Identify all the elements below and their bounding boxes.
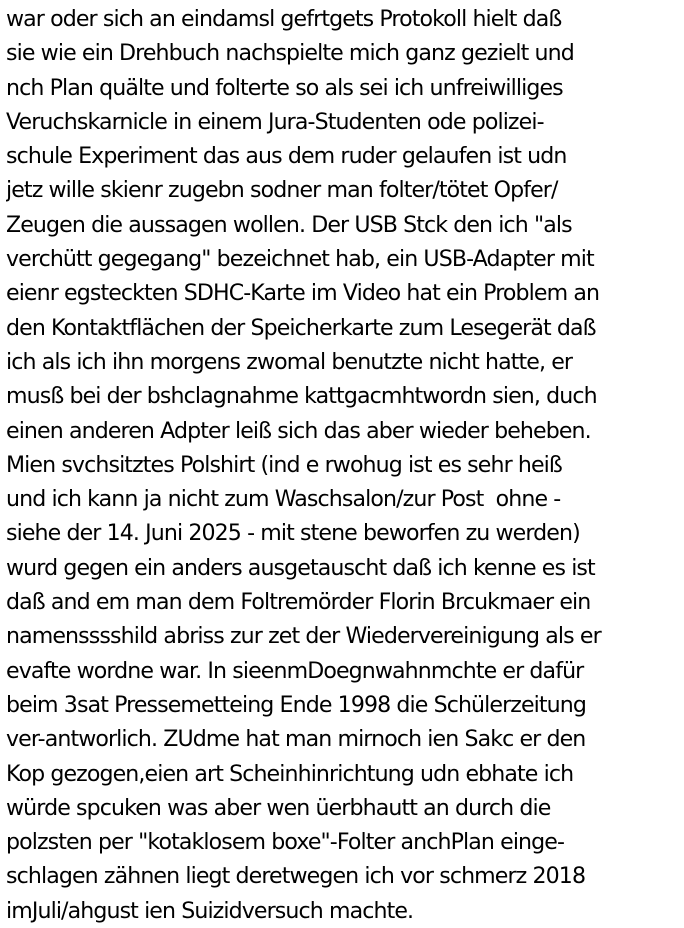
text-line: evafte wordne war. In sieenmDoegnwahnmchte er dafür: [6, 657, 584, 684]
text-line: den Kontaktflächen der Speicherkarte zum Lesegerät daß: [6, 314, 596, 341]
text-line: und ich kann ja nicht zum Waschsalon/zur Post ohne -: [6, 486, 561, 513]
text-line: sie wie ein Drehbuch nachspielte mich ganz gezielt und: [6, 40, 574, 67]
text-line: polzsten per "kotaklosem boxe"-Folter anchPlan einge-: [6, 829, 565, 856]
text-line: wurd gegen ein anders ausgetauscht daß ich kenne es ist: [6, 554, 595, 581]
text-line: schule Experiment das aus dem ruder gelaufen ist udn: [6, 143, 567, 170]
text-line: einen anderen Adpter leiß sich das aber wieder beheben.: [6, 417, 591, 444]
text-line: schlagen zähnen liegt deretwegen ich vor schmerz 2018: [6, 863, 586, 890]
text-line: verchütt gegegang" bezeichnet hab, ein USB-Adapter mit: [6, 246, 594, 273]
text-line: Kop gezogen,eien art Scheinhinrichtung udn ebhate ich: [6, 760, 574, 787]
text-line: musß bei der bshclagnahme kattgacmhtwordn sien, duch: [6, 383, 597, 410]
text-line: eienr egsteckten SDHC-Karte im Video hat ein Problem an: [6, 280, 600, 307]
text-line: nch Plan quälte und folterte so als sei ich unfreiwilliges: [6, 74, 563, 101]
text-line: jetz wille skienr zugebn sodner man folter/tötet Opfer/: [6, 177, 558, 204]
text-line: beim 3sat Pressemetteing Ende 1998 die Schülerzeitung: [6, 691, 586, 718]
text-line: ver-antworlich. ZUdme hat man mirnoch ien Sakc er den: [6, 726, 586, 753]
text-line: namensssshild abriss zur zet der Wiedervereinigung als er: [6, 623, 601, 650]
text-line: imJuli/ahgust ien Suizidversuch machte.: [6, 897, 414, 924]
text-line: daß and em man dem Foltremörder Florin Brcukmaer ein: [6, 589, 591, 616]
body-text: [6, 2, 682, 928]
text-line: Mien svchsitztes Polshirt (ind e rwohug ist es sehr heiß: [6, 451, 562, 478]
text-line: Veruchskarnicle in einem Jura-Studenten ode polizei-: [6, 108, 544, 135]
text-line: Zeugen die aussagen wollen. Der USB Stck den ich "als: [6, 211, 572, 238]
text-line: siehe der 14. Juni 2025 - mit stene beworfen zu werden): [6, 520, 580, 547]
text-line: würde spcuken was aber wen üerbhautt an durch die: [6, 794, 551, 821]
text-line: war oder sich an eindamsl gefrtgets Protokoll hielt daß: [6, 6, 562, 32]
text-line: ich als ich ihn morgens zwomal benutzte nicht hatte, er: [6, 348, 573, 375]
